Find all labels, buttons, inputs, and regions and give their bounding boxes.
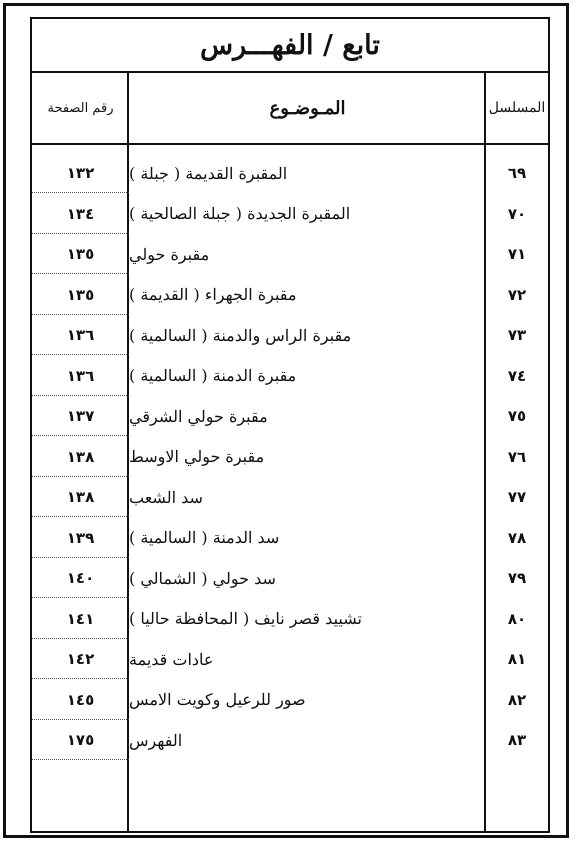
- serial-cell: ٧٩: [507, 569, 527, 587]
- page-number-cell: ١٣٨: [66, 447, 95, 466]
- topic-cell: مقبرة حولي الشرقي: [129, 406, 268, 426]
- topic-cell: مقبرة حولي الاوسط: [129, 447, 265, 466]
- page-title: تابع / الفهـــرس: [200, 29, 380, 61]
- table-row: [32, 599, 548, 639]
- topic-cell: سد الشعب: [129, 487, 203, 507]
- topic-cell: صور للرعيل وكويت الامس: [129, 690, 306, 709]
- serial-cell: ٨٢: [507, 690, 527, 709]
- topic-cell: مقبرة الراس والدمنة ( السالمية ): [129, 325, 352, 345]
- header-topic: المـوضـوع: [269, 97, 346, 119]
- table-row: [32, 194, 548, 234]
- index-table: [30, 17, 550, 833]
- page-number-cell: ١٣٦: [66, 326, 95, 344]
- page-number-cell: ١٤١: [66, 609, 95, 628]
- table-row: [32, 680, 548, 720]
- page-number-cell: ١٣٩: [66, 528, 95, 547]
- serial-cell: ٧٣: [507, 326, 527, 344]
- page-number-cell: ١٤٥: [66, 690, 95, 709]
- topic-cell: المقبرة الجديدة ( جبلة الصالحية ): [129, 204, 351, 223]
- table-row: [32, 275, 548, 315]
- serial-cell: ٧٧: [507, 488, 527, 506]
- serial-cell: ٧٢: [507, 285, 527, 304]
- page-number-cell: ١٧٥: [66, 731, 95, 749]
- table-row: [32, 477, 548, 517]
- header-page: رقم الصفحة: [47, 100, 114, 116]
- topic-cell: تشييد قصر نايف ( المحافظة حاليا ): [129, 609, 362, 628]
- table-row: [32, 234, 548, 274]
- table-row: [32, 396, 548, 436]
- serial-cell: ٨١: [507, 650, 527, 668]
- title-row: [32, 19, 548, 73]
- table-row: [32, 639, 548, 679]
- serial-cell: ٧٨: [507, 528, 527, 547]
- table-header: [32, 73, 548, 145]
- page-number-cell: ١٣٧: [66, 407, 95, 425]
- header-serial: المسلسل: [488, 100, 546, 116]
- page-number-cell: ١٤٠: [66, 569, 95, 587]
- table-row: [32, 518, 548, 558]
- topic-cell: الفهرس: [129, 730, 183, 750]
- topic-cell: عادات قديمة: [129, 649, 214, 669]
- page-number-cell: ١٣٨: [66, 488, 95, 506]
- table-row: [32, 558, 548, 598]
- topic-cell: مقبرة الجهراء ( القديمة ): [129, 285, 297, 304]
- page-number-cell: ١٣٥: [66, 245, 95, 263]
- page-number-cell: ١٤٢: [66, 650, 95, 668]
- page-number-cell: ١٣٥: [66, 285, 95, 304]
- table-row: [32, 720, 548, 760]
- serial-cell: ٧٤: [507, 366, 527, 385]
- serial-cell: ٨٣: [507, 731, 527, 749]
- topic-cell: سد الدمنة ( السالمية ): [129, 528, 280, 547]
- row-separator: [32, 759, 129, 760]
- table-row: [32, 153, 548, 193]
- serial-cell: ٨٠: [507, 609, 527, 628]
- page-number-cell: ١٣٦: [66, 366, 95, 385]
- page-number-cell: ١٣٤: [66, 204, 95, 223]
- serial-cell: ٦٩: [507, 164, 527, 182]
- table-row: [32, 437, 548, 477]
- serial-cell: ٧٥: [507, 407, 527, 425]
- page-number-cell: ١٣٢: [66, 164, 95, 182]
- topic-cell: المقبرة القديمة ( جبلة ): [129, 163, 288, 183]
- topic-cell: مقبرة حولي: [129, 244, 210, 264]
- table-row: [32, 315, 548, 355]
- serial-cell: ٧١: [507, 245, 527, 263]
- table-row: [32, 356, 548, 396]
- topic-cell: مقبرة الدمنة ( السالمية ): [129, 366, 297, 385]
- topic-cell: سد حولي ( الشمالي ): [129, 568, 276, 588]
- serial-cell: ٧٦: [507, 447, 527, 466]
- serial-cell: ٧٠: [507, 204, 527, 223]
